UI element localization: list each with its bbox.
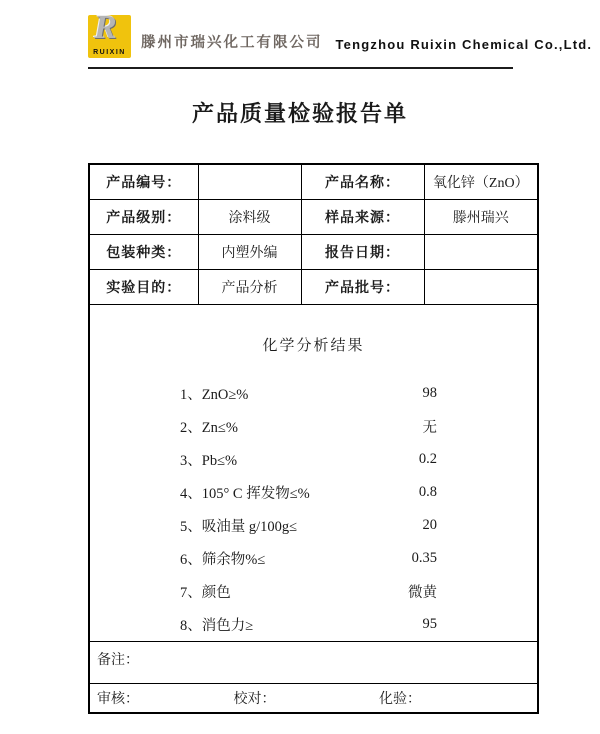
signature-row	[89, 683, 538, 713]
analysis-item-label: 8、消色力≥	[180, 617, 254, 634]
company-name-cn: 滕州市瑞兴化工有限公司	[141, 35, 323, 51]
company-logo	[88, 9, 131, 58]
analysis-item	[90, 377, 537, 410]
field-label-sample-source: 样品来源：	[301, 199, 424, 234]
analysis-item-label: 5、吸油量 g/100g≤	[180, 518, 298, 535]
info-row	[89, 164, 538, 199]
analysis-section	[89, 304, 538, 641]
analysis-item-label: 6、筛余物%≤	[180, 551, 266, 568]
field-value-package-type: 内塑外编	[198, 234, 301, 269]
remark-row	[89, 641, 538, 683]
field-label-test-purpose: 实验目的：	[89, 269, 198, 304]
field-value-batch-no	[424, 269, 538, 304]
analysis-item-value: 0.2	[418, 450, 437, 467]
field-label-batch-no: 产品批号：	[301, 269, 424, 304]
analysis-item	[90, 575, 537, 608]
analysis-section-row	[89, 304, 538, 641]
analysis-item-label: 4、105° C 挥发物≤%	[180, 485, 310, 502]
analysis-item-label: 1、ZnO≥%	[180, 386, 249, 403]
analysis-item	[90, 542, 537, 575]
field-value-report-date	[424, 234, 538, 269]
field-label-product-grade: 产品级别：	[89, 199, 198, 234]
analysis-section-title: 化学分析结果	[262, 337, 365, 354]
field-value-sample-source: 滕州瑞兴	[424, 199, 538, 234]
analysis-item-label: 3、Pb≤%	[180, 452, 238, 469]
field-value-product-name: 氧化锌（ZnO）	[424, 164, 538, 199]
signature-cell	[89, 683, 538, 713]
info-row	[89, 234, 538, 269]
field-label-product-name: 产品名称：	[301, 164, 424, 199]
field-value-product-grade: 涂料级	[198, 199, 301, 234]
header-divider	[88, 67, 513, 69]
analysis-item	[90, 608, 537, 641]
analysis-item	[90, 443, 537, 476]
info-row	[89, 199, 538, 234]
analysis-item-value: 20	[422, 516, 437, 533]
field-label-product-no: 产品编号：	[89, 164, 198, 199]
field-value-test-purpose: 产品分析	[198, 269, 301, 304]
company-name-en: Tengzhou Ruixin Chemical Co.,Ltd.	[335, 37, 593, 52]
field-value-product-no	[198, 164, 301, 199]
analysis-item-value: 微黄	[408, 584, 437, 601]
analysis-item-value: 0.35	[411, 549, 437, 566]
page-title: 产品质量检验报告单	[191, 101, 408, 126]
sign-label-assay: 化验：	[379, 691, 421, 707]
analysis-item-value: 无	[422, 419, 437, 436]
field-label-package-type: 包装种类：	[89, 234, 198, 269]
analysis-item-value: 0.8	[418, 483, 437, 500]
analysis-item	[90, 509, 537, 542]
analysis-item	[90, 476, 537, 509]
sign-label-review: 审核：	[97, 691, 139, 707]
remark-label: 备注：	[89, 641, 538, 683]
logo-r-glyph: R	[94, 9, 117, 46]
analysis-item-value: 95	[422, 615, 437, 632]
sign-label-proofread: 校对：	[233, 691, 276, 707]
analysis-item-label: 2、Zn≤%	[180, 419, 238, 436]
report-table	[88, 163, 539, 714]
company-header	[88, 9, 593, 58]
analysis-items	[90, 377, 537, 641]
analysis-item-label: 7、颜色	[180, 584, 231, 601]
analysis-item-value: 98	[422, 384, 437, 401]
field-label-report-date: 报告日期：	[301, 234, 424, 269]
logo-brand-text: RUIXIN	[93, 49, 126, 56]
info-row	[89, 269, 538, 304]
analysis-item	[90, 410, 537, 443]
